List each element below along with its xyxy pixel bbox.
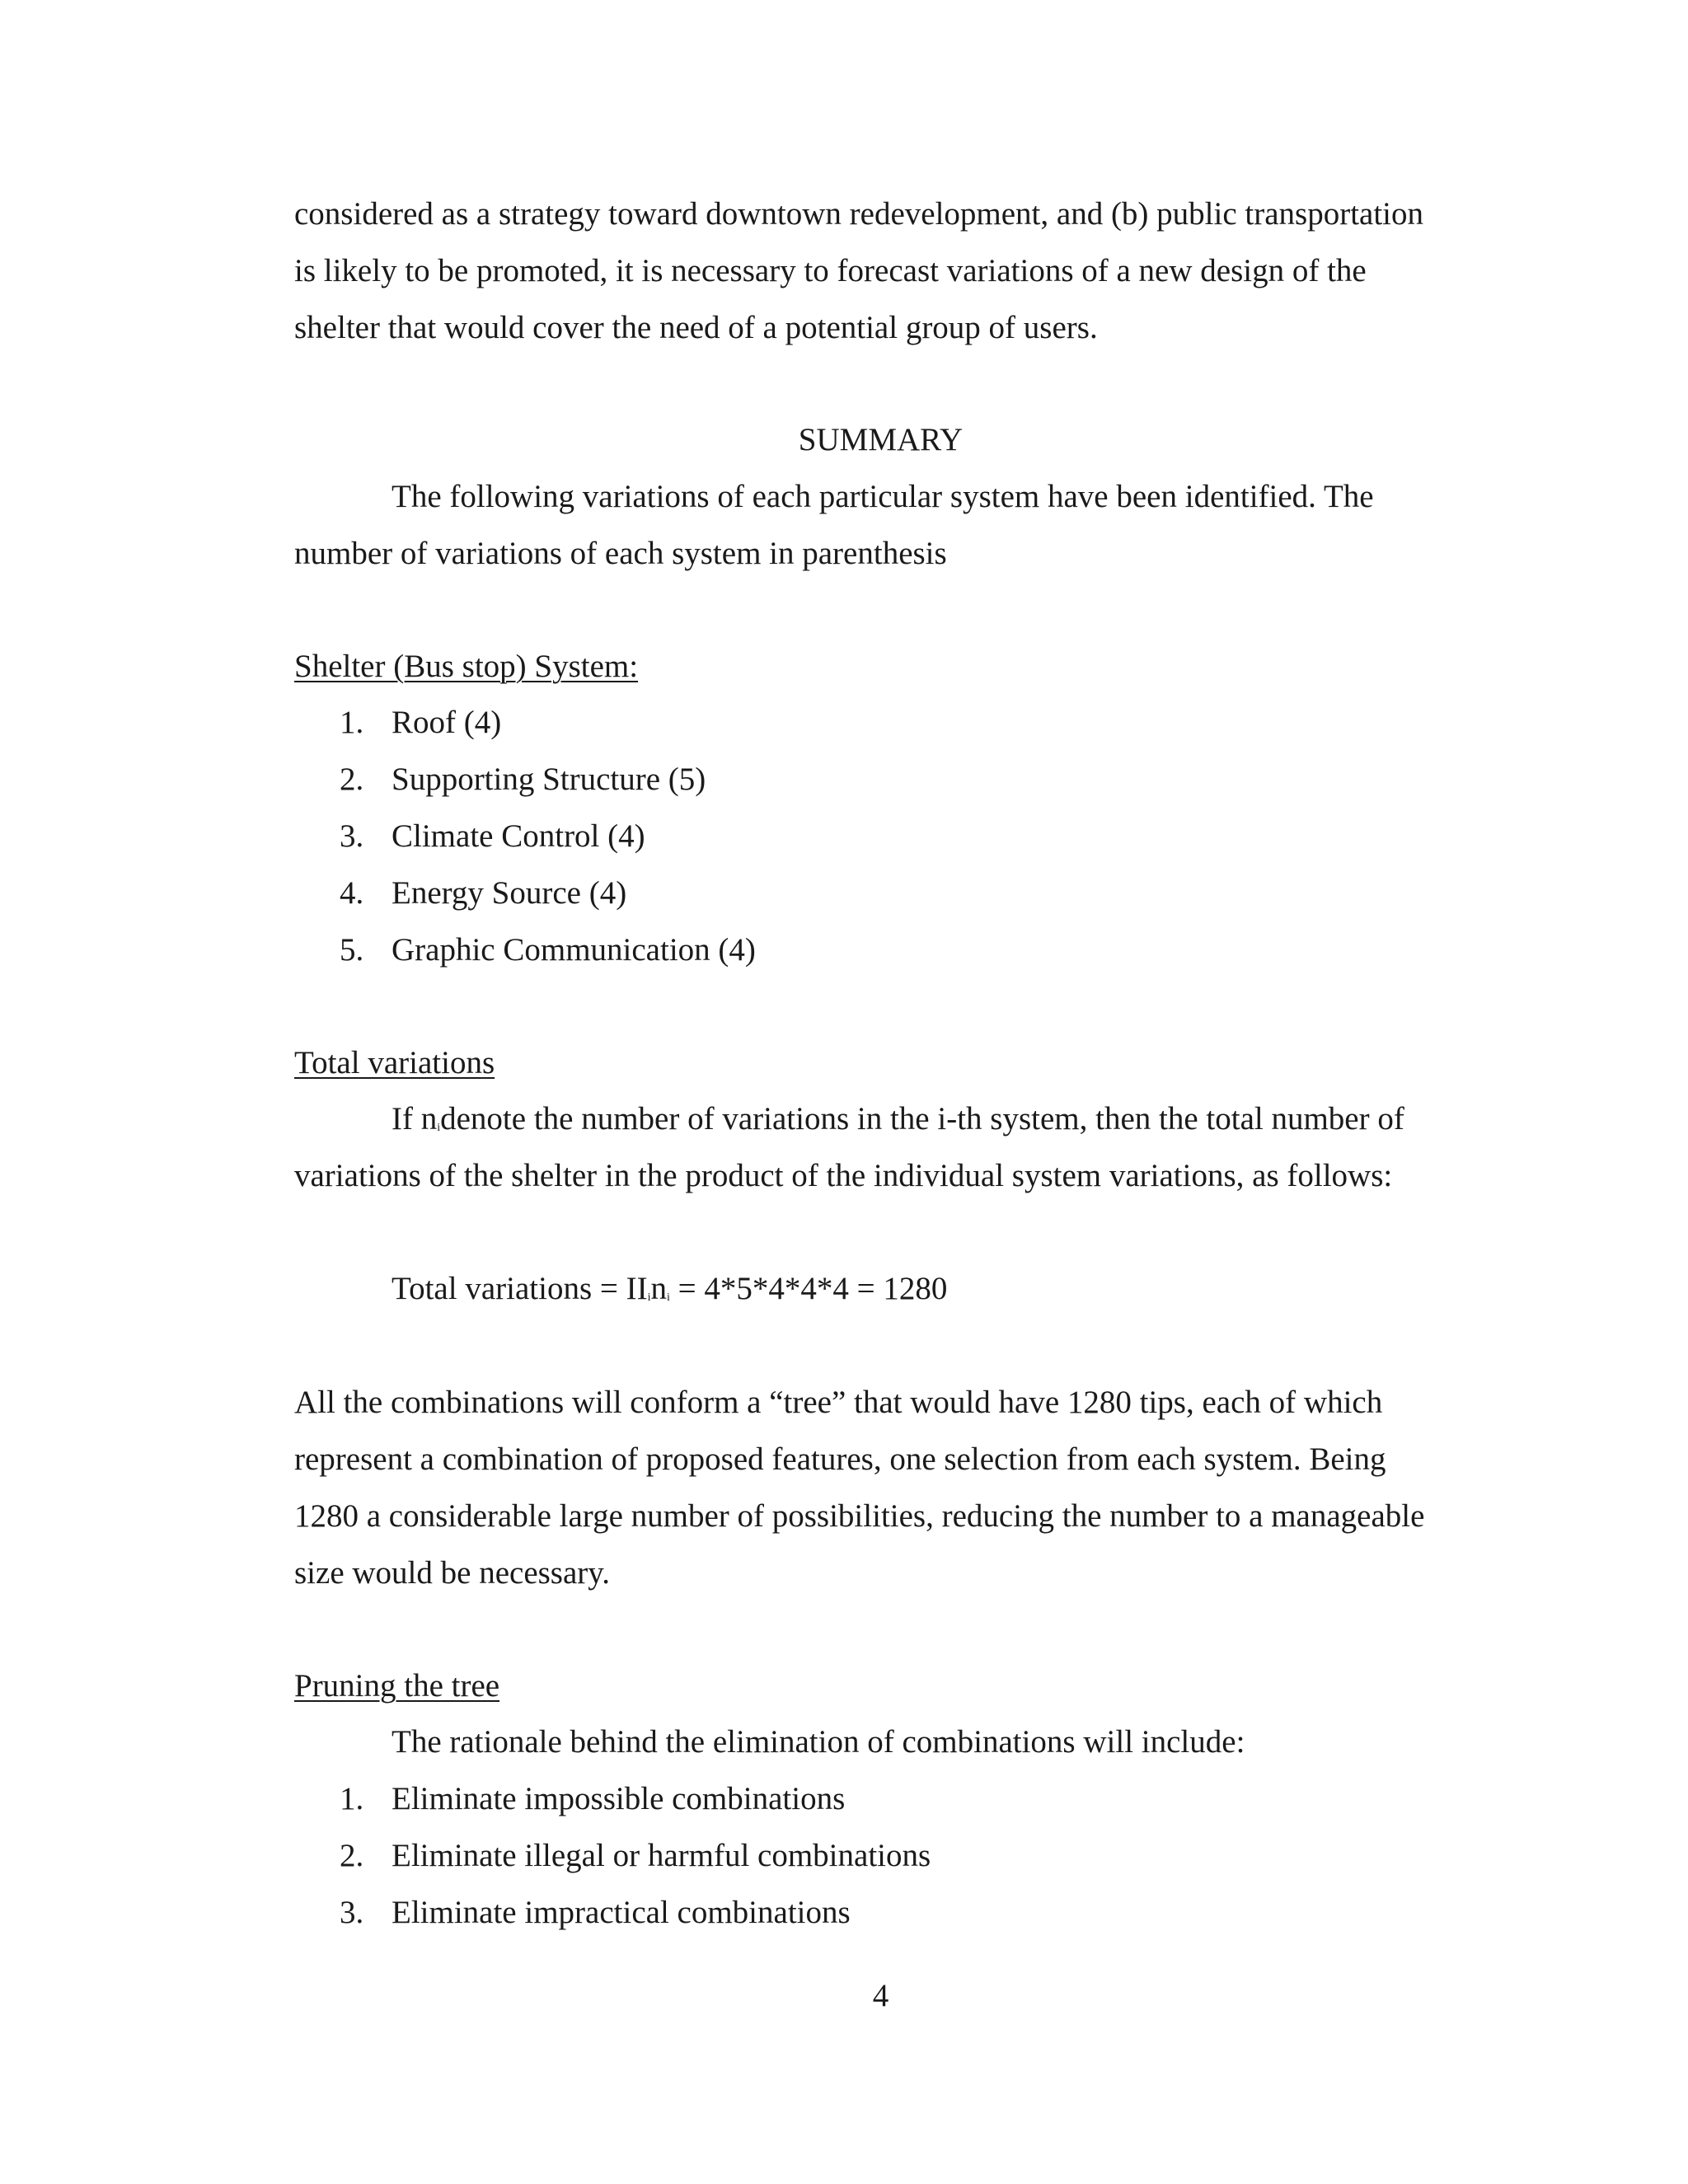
tree-line-2: represent a combination of proposed features, one selection from each system. Being bbox=[294, 1441, 1386, 1477]
tree-line-1: All the combinations will conform a “tree” that would have 1280 tips, each of which bbox=[294, 1385, 1383, 1420]
page-number: 4 bbox=[872, 1978, 889, 2013]
formula-subscript-1: i bbox=[647, 1291, 651, 1304]
shelter-item-number: 2. bbox=[340, 762, 364, 797]
total-formula bbox=[392, 1269, 947, 1318]
shelter-item-text: Climate Control (4) bbox=[392, 818, 645, 854]
pruning-item-number: 3. bbox=[340, 1895, 364, 1930]
tree-line-3: 1280 a considerable large number of possibilities, reducing the number to a manageable bbox=[294, 1498, 1425, 1534]
total-line-2: variations of the shelter in the product of the individual system variations, as follows: bbox=[294, 1158, 1393, 1193]
total-line-1-post: denote the number of variations in the i-th system, then the total number of bbox=[440, 1101, 1404, 1137]
summary-line-1: The following variations of each particular system have been identified. The bbox=[392, 479, 1374, 514]
summary-line-2: number of variations of each system in parenthesis bbox=[294, 536, 947, 571]
shelter-item-text: Roof (4) bbox=[392, 705, 502, 740]
shelter-item-number: 4. bbox=[340, 875, 364, 911]
pruning-item-text: Eliminate impossible combinations bbox=[392, 1781, 846, 1816]
intro-line-1: considered as a strategy toward downtown redevelopment, and (b) public transportation bbox=[294, 196, 1424, 232]
pruning-heading: Pruning the tree bbox=[294, 1668, 500, 1704]
total-line-1 bbox=[392, 1099, 1404, 1148]
formula-post: = 4*5*4*4*4 = 1280 bbox=[669, 1271, 948, 1306]
shelter-heading: Shelter (Bus stop) System: bbox=[294, 649, 639, 684]
pruning-intro: The rationale behind the elimination of combinations will include: bbox=[392, 1724, 1245, 1760]
summary-heading: SUMMARY bbox=[798, 422, 964, 457]
pruning-item-text: Eliminate impractical combinations bbox=[392, 1895, 851, 1930]
formula-pre: Total variations = II bbox=[392, 1271, 648, 1306]
shelter-item-number: 3. bbox=[340, 818, 364, 854]
shelter-item-text: Graphic Communication (4) bbox=[392, 932, 756, 968]
total-line-1-pre: If n bbox=[392, 1101, 438, 1137]
shelter-item-text: Energy Source (4) bbox=[392, 875, 627, 911]
tree-line-4: size would be necessary. bbox=[294, 1555, 610, 1591]
subscript-i: i bbox=[437, 1122, 441, 1134]
shelter-item-text: Supporting Structure (5) bbox=[392, 762, 706, 797]
intro-line-2: is likely to be promoted, it is necessary to forecast variations of a new design of the bbox=[294, 253, 1367, 288]
pruning-item-number: 1. bbox=[340, 1781, 364, 1816]
formula-subscript-2: i bbox=[666, 1291, 670, 1304]
formula-mid: n bbox=[650, 1271, 667, 1306]
shelter-item-number: 1. bbox=[340, 705, 364, 740]
total-heading: Total variations bbox=[294, 1045, 495, 1080]
shelter-item-number: 5. bbox=[340, 932, 364, 968]
pruning-item-text: Eliminate illegal or harmful combinations bbox=[392, 1838, 931, 1873]
pruning-item-number: 2. bbox=[340, 1838, 364, 1873]
intro-line-3: shelter that would cover the need of a potential group of users. bbox=[294, 310, 1098, 345]
